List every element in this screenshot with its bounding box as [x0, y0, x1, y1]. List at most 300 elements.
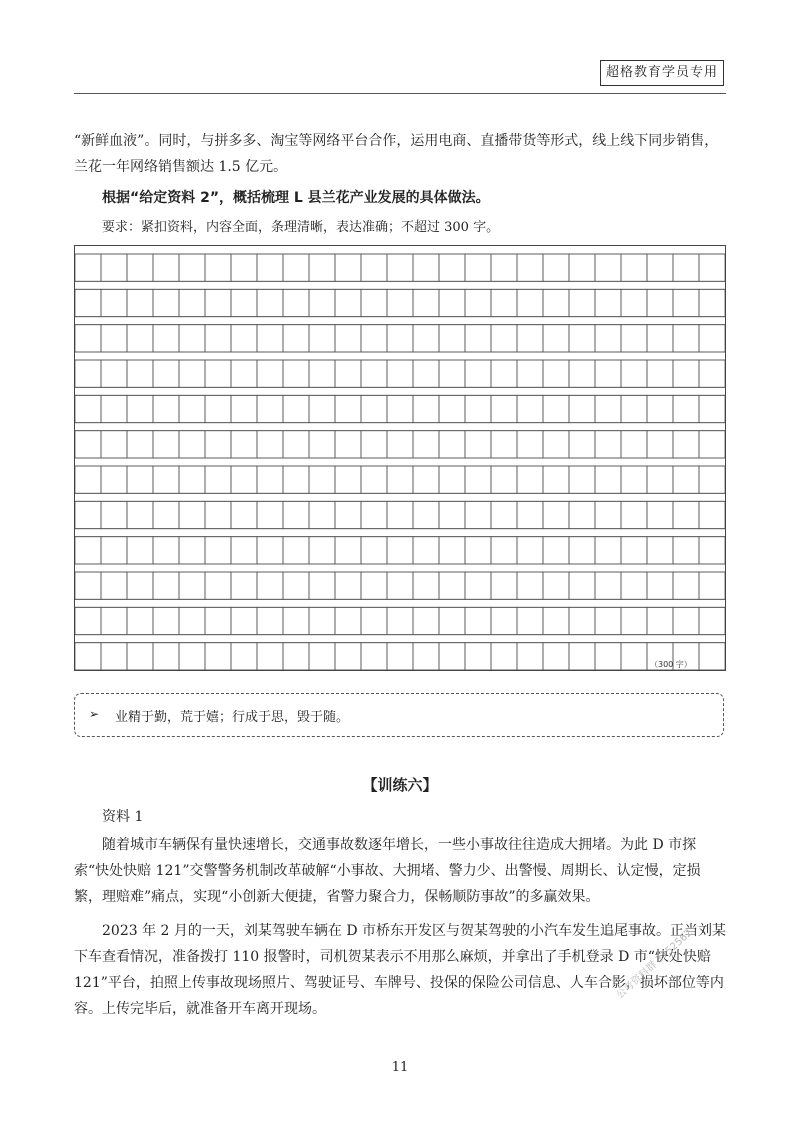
- grid-cell: [283, 607, 309, 634]
- grid-cell: [413, 466, 439, 493]
- grid-cell: [439, 501, 465, 528]
- intro-paragraph: “新鲜血液”。同时，与拼多多、淘宝等网络平台合作，运用电商、直播带货等形式，线上线下同步销售，兰花一年网络销售额达 1.5 亿元。: [74, 133, 719, 175]
- grid-cell: [231, 537, 257, 564]
- grid-cell: [595, 254, 621, 281]
- grid-cell: [699, 643, 725, 670]
- grid-cell: [673, 289, 699, 316]
- grid-cell: [127, 572, 153, 599]
- grid-cell: [673, 537, 699, 564]
- grid-cell: [569, 360, 595, 387]
- grid-cell: [387, 254, 413, 281]
- grid-cell: [75, 395, 101, 422]
- grid-row: [75, 360, 725, 387]
- grid-cell: [387, 395, 413, 422]
- watermark: 公考资料群 3752562: [614, 927, 695, 1002]
- grid-cell: [569, 607, 595, 634]
- grid-cell: [361, 431, 387, 458]
- grid-cell: [491, 537, 517, 564]
- grid-cell: [361, 325, 387, 352]
- grid-cell: [621, 431, 647, 458]
- grid-cell: [413, 572, 439, 599]
- grid-cell: [335, 466, 361, 493]
- grid-cell: [257, 607, 283, 634]
- grid-cell: [413, 395, 439, 422]
- material-paragraph-1: 随着城市车辆保有量快速增长，交通事故数逐年增长，一些小事故往往造成大拥堵。为此 D 市探索“快处快赔 121”交警警务机制改革破解“小事故、大拥堵、警力少、出警慢、周期长、认定慢，定损繁，理赔难”痛点，实现“小创新大便捷，省警力聚合力，保畅顺防事故”的多赢效果。: [74, 837, 701, 905]
- grid-cell: [205, 254, 231, 281]
- grid-cell: [569, 572, 595, 599]
- answer-grid[interactable]: [74, 245, 726, 671]
- grid-cell: [231, 289, 257, 316]
- grid-cell: [439, 572, 465, 599]
- grid-cell: [595, 431, 621, 458]
- grid-cell: [699, 537, 725, 564]
- grid-cell: [153, 501, 179, 528]
- grid-cell: [491, 254, 517, 281]
- grid-cell: [127, 395, 153, 422]
- grid-cell: [205, 395, 231, 422]
- grid-cell: [595, 325, 621, 352]
- grid-cell: [439, 360, 465, 387]
- grid-cell: [699, 607, 725, 634]
- grid-cell: [439, 325, 465, 352]
- grid-cell: [127, 501, 153, 528]
- grid-cell: [699, 325, 725, 352]
- grid-cell: [361, 395, 387, 422]
- grid-cell: [543, 537, 569, 564]
- grid-cell: [75, 537, 101, 564]
- grid-cell: [257, 395, 283, 422]
- grid-cell: [335, 395, 361, 422]
- grid-cell: [647, 289, 673, 316]
- grid-cell: [673, 395, 699, 422]
- grid-cell: [257, 254, 283, 281]
- grid-cell: [699, 572, 725, 599]
- grid-cell: [673, 607, 699, 634]
- grid-cell: [309, 607, 335, 634]
- grid-cell: [335, 289, 361, 316]
- grid-cell: [335, 607, 361, 634]
- grid-cell: [621, 254, 647, 281]
- grid-cell: [517, 431, 543, 458]
- grid-cell: [569, 537, 595, 564]
- grid-cell: [699, 289, 725, 316]
- grid-cell: [283, 360, 309, 387]
- grid-cell: [413, 360, 439, 387]
- grid-cell: [153, 466, 179, 493]
- motto-box: [74, 693, 724, 737]
- grid-cell: [543, 501, 569, 528]
- grid-cell: [517, 501, 543, 528]
- grid-cell: [231, 607, 257, 634]
- grid-cell: [465, 395, 491, 422]
- grid-cell: [257, 643, 283, 670]
- grid-cell: [179, 607, 205, 634]
- grid-cell: [621, 466, 647, 493]
- grid-cell: [595, 643, 621, 670]
- grid-cell: [517, 325, 543, 352]
- grid-cell: [439, 537, 465, 564]
- grid-cell: [387, 360, 413, 387]
- grid-cell: [517, 395, 543, 422]
- grid-cell: [309, 360, 335, 387]
- grid-cell: [621, 325, 647, 352]
- grid-cell: [491, 466, 517, 493]
- grid-cell: [257, 289, 283, 316]
- grid-cell: [335, 501, 361, 528]
- grid-cell: [543, 643, 569, 670]
- grid-cell: [361, 607, 387, 634]
- grid-row: [75, 289, 725, 316]
- grid-cell: [595, 466, 621, 493]
- arrow-bullet-icon: ➢: [89, 707, 100, 721]
- grid-cell: [153, 395, 179, 422]
- grid-cell: [517, 254, 543, 281]
- grid-cell: [387, 537, 413, 564]
- grid-cell: [543, 607, 569, 634]
- grid-cell: [439, 254, 465, 281]
- grid-cell: [387, 325, 413, 352]
- grid-cell: [699, 395, 725, 422]
- grid-cell: [231, 572, 257, 599]
- grid-cell: [101, 607, 127, 634]
- grid-cell: [231, 254, 257, 281]
- grid-cell: [465, 643, 491, 670]
- grid-cell: [283, 325, 309, 352]
- grid-cell: [543, 254, 569, 281]
- grid-cell: [309, 537, 335, 564]
- grid-cell: [517, 360, 543, 387]
- grid-cell: [75, 325, 101, 352]
- grid-row: [75, 607, 725, 634]
- grid-cell: [153, 360, 179, 387]
- grid-cell: [335, 360, 361, 387]
- grid-cell: [647, 360, 673, 387]
- grid-cell: [439, 395, 465, 422]
- grid-cell: [335, 254, 361, 281]
- grid-row: [75, 254, 725, 281]
- grid-cell: [491, 360, 517, 387]
- grid-cell: [413, 501, 439, 528]
- grid-cell: [387, 466, 413, 493]
- grid-cell: [517, 643, 543, 670]
- grid-cell: [179, 360, 205, 387]
- grid-cell: [101, 501, 127, 528]
- grid-cell: [595, 360, 621, 387]
- grid-cell: [517, 466, 543, 493]
- grid-cell: [517, 537, 543, 564]
- grid-cell: [231, 501, 257, 528]
- grid-cell: [75, 466, 101, 493]
- grid-cell: [569, 501, 595, 528]
- grid-cell: [283, 431, 309, 458]
- grid-cell: [387, 607, 413, 634]
- grid-cell: [309, 431, 335, 458]
- header-divider: [74, 93, 726, 94]
- grid-cell: [309, 325, 335, 352]
- grid-cell: [595, 607, 621, 634]
- grid-cell: [127, 431, 153, 458]
- grid-cell: [153, 643, 179, 670]
- grid-cell: [361, 360, 387, 387]
- grid-cell: [101, 537, 127, 564]
- grid-cell: [621, 395, 647, 422]
- grid-cell: [647, 395, 673, 422]
- grid-row: [75, 501, 725, 528]
- grid-cell: [153, 607, 179, 634]
- grid-cell: [595, 395, 621, 422]
- grid-cell: [517, 572, 543, 599]
- grid-cell: [647, 572, 673, 599]
- grid-cell: [283, 289, 309, 316]
- grid-cell: [465, 501, 491, 528]
- grid-cell: [153, 254, 179, 281]
- grid-cell: [75, 501, 101, 528]
- grid-cell: [309, 254, 335, 281]
- grid-cell: [127, 643, 153, 670]
- grid-cell: [335, 572, 361, 599]
- grid-cell: [153, 325, 179, 352]
- grid-cell: [335, 431, 361, 458]
- grid-cell: [101, 466, 127, 493]
- grid-cell: [465, 254, 491, 281]
- grid-cell: [101, 643, 127, 670]
- grid-cell: [335, 325, 361, 352]
- grid-row: [75, 325, 725, 352]
- grid-cell: [647, 466, 673, 493]
- grid-cell: [127, 466, 153, 493]
- grid-cell: [413, 289, 439, 316]
- grid-cell: [595, 572, 621, 599]
- grid-cell: [517, 289, 543, 316]
- grid-cell: [387, 431, 413, 458]
- grid-cell: [413, 254, 439, 281]
- grid-cell: [257, 572, 283, 599]
- grid-row: [75, 572, 725, 599]
- grid-cell: [127, 607, 153, 634]
- grid-cell: [439, 466, 465, 493]
- grid-cell: [673, 254, 699, 281]
- grid-cell: [491, 289, 517, 316]
- grid-cell: [543, 395, 569, 422]
- grid-cell: [491, 572, 517, 599]
- grid-cell: [491, 501, 517, 528]
- grid-cell: [75, 607, 101, 634]
- grid-cell: [543, 572, 569, 599]
- grid-cell: [153, 537, 179, 564]
- grid-cell: [179, 501, 205, 528]
- grid-cell: [309, 289, 335, 316]
- grid-cell: [439, 643, 465, 670]
- grid-cell: [127, 537, 153, 564]
- grid-cell: [205, 501, 231, 528]
- grid-cell: [179, 254, 205, 281]
- grid-cell: [465, 466, 491, 493]
- grid-cell: [647, 501, 673, 528]
- grid-cell: [413, 537, 439, 564]
- grid-cell: [257, 537, 283, 564]
- grid-cell: [439, 607, 465, 634]
- word-count-label: （300 字）: [650, 660, 692, 669]
- grid-cell: [543, 466, 569, 493]
- grid-cell: [491, 643, 517, 670]
- grid-cell: [101, 360, 127, 387]
- grid-row: [75, 431, 725, 458]
- grid-cell: [205, 466, 231, 493]
- grid-cell: [543, 289, 569, 316]
- grid-cell: [283, 395, 309, 422]
- grid-cell: [361, 537, 387, 564]
- grid-cell: [699, 501, 725, 528]
- grid-cell: [699, 466, 725, 493]
- grid-cell: [387, 643, 413, 670]
- grid-cell: [127, 360, 153, 387]
- grid-cell: [75, 643, 101, 670]
- grid-cell: [569, 466, 595, 493]
- motto-text: 业精于勤，荒于嬉；行成于思，毁于随。: [115, 710, 350, 725]
- grid-cell: [621, 607, 647, 634]
- grid-cell: [283, 254, 309, 281]
- page-number: 11: [391, 1060, 409, 1075]
- grid-cell: [439, 289, 465, 316]
- grid-cell: [361, 643, 387, 670]
- grid-cell: [387, 289, 413, 316]
- grid-row: [75, 643, 725, 670]
- grid-cell: [361, 466, 387, 493]
- grid-cell: [75, 431, 101, 458]
- grid-cell: [361, 501, 387, 528]
- grid-cell: [647, 537, 673, 564]
- grid-cell: [465, 537, 491, 564]
- grid-cell: [179, 643, 205, 670]
- grid-cell: [361, 289, 387, 316]
- grid-cell: [205, 643, 231, 670]
- grid-cell: [569, 395, 595, 422]
- grid-cell: [517, 607, 543, 634]
- material-label: 资料 1: [102, 809, 144, 825]
- grid-cell: [231, 431, 257, 458]
- grid-cell: [75, 254, 101, 281]
- grid-cell: [595, 289, 621, 316]
- grid-cell: [75, 572, 101, 599]
- grid-cell: [101, 289, 127, 316]
- grid-cell: [179, 466, 205, 493]
- grid-cell: [231, 395, 257, 422]
- grid-cell: [309, 572, 335, 599]
- grid-row: [75, 466, 725, 493]
- grid-cell: [465, 431, 491, 458]
- section-title: 【训练六】: [362, 776, 438, 794]
- grid-cell: [673, 325, 699, 352]
- header-badge: 超格教育学员专用: [600, 60, 724, 86]
- grid-cell: [283, 572, 309, 599]
- grid-cell: [153, 289, 179, 316]
- grid-cell: [231, 360, 257, 387]
- grid-cell: [491, 431, 517, 458]
- grid-cell: [465, 289, 491, 316]
- grid-cell: [205, 607, 231, 634]
- grid-cell: [101, 325, 127, 352]
- grid-row: [75, 537, 725, 564]
- grid-cell: [647, 607, 673, 634]
- grid-cell: [673, 431, 699, 458]
- grid-cell: [413, 431, 439, 458]
- grid-cell: [543, 325, 569, 352]
- grid-cell: [543, 360, 569, 387]
- grid-cell: [673, 501, 699, 528]
- grid-cell: [335, 537, 361, 564]
- grid-cell: [673, 466, 699, 493]
- material-paragraph-2: 2023 年 2 月的一天，刘某驾驶车辆在 D 市桥东开发区与贺某驾驶的小汽车发生追尾事故。正当刘某下车查看情况，准备拨打 110 报警时，司机贺某表示不用那么麻烦，并拿出了手机登录 D 市“快处快赔 121”平台，拍照上传事故现场照片、驾驶证号、车牌号、投保的保险公司信息、人车合影，损坏部位等内容。上传完毕后，就准备开车离开现场。: [74, 923, 727, 1017]
- grid-cell: [621, 501, 647, 528]
- grid-cell: [673, 360, 699, 387]
- grid-cell: [465, 325, 491, 352]
- grid-cell: [231, 466, 257, 493]
- grid-cell: [205, 289, 231, 316]
- grid-cell: [621, 360, 647, 387]
- grid-cell: [621, 643, 647, 670]
- grid-cell: [179, 572, 205, 599]
- grid-cell: [205, 572, 231, 599]
- grid-cell: [205, 431, 231, 458]
- grid-cell: [699, 360, 725, 387]
- grid-cell: [283, 501, 309, 528]
- grid-cell: [569, 254, 595, 281]
- grid-cell: [413, 643, 439, 670]
- grid-cell: [569, 289, 595, 316]
- grid-cell: [205, 537, 231, 564]
- grid-cell: [491, 395, 517, 422]
- grid-cell: [179, 537, 205, 564]
- grid-cell: [413, 325, 439, 352]
- grid-cell: [621, 537, 647, 564]
- grid-cell: [621, 572, 647, 599]
- grid-cell: [257, 466, 283, 493]
- grid-cell: [309, 643, 335, 670]
- grid-cell: [543, 431, 569, 458]
- grid-cell: [465, 607, 491, 634]
- answer-grid-cells: [75, 246, 725, 670]
- grid-cell: [569, 643, 595, 670]
- grid-cell: [387, 501, 413, 528]
- grid-cell: [153, 572, 179, 599]
- grid-cell: [101, 431, 127, 458]
- grid-cell: [205, 360, 231, 387]
- grid-cell: [491, 607, 517, 634]
- grid-cell: [231, 643, 257, 670]
- grid-cell: [101, 395, 127, 422]
- grid-cell: [465, 360, 491, 387]
- grid-cell: [179, 395, 205, 422]
- grid-cell: [257, 325, 283, 352]
- grid-cell: [491, 325, 517, 352]
- grid-cell: [647, 325, 673, 352]
- grid-cell: [257, 501, 283, 528]
- grid-cell: [387, 572, 413, 599]
- grid-cell: [621, 289, 647, 316]
- grid-cell: [309, 395, 335, 422]
- grid-cell: [569, 325, 595, 352]
- grid-cell: [179, 289, 205, 316]
- question-requirement: 要求：紧扣资料，内容全面，条理清晰，表达准确；不超过 300 字。: [102, 220, 500, 235]
- grid-cell: [75, 289, 101, 316]
- grid-cell: [361, 254, 387, 281]
- grid-cell: [283, 537, 309, 564]
- grid-cell: [127, 325, 153, 352]
- grid-cell: [413, 607, 439, 634]
- grid-cell: [179, 431, 205, 458]
- grid-cell: [335, 643, 361, 670]
- grid-cell: [439, 431, 465, 458]
